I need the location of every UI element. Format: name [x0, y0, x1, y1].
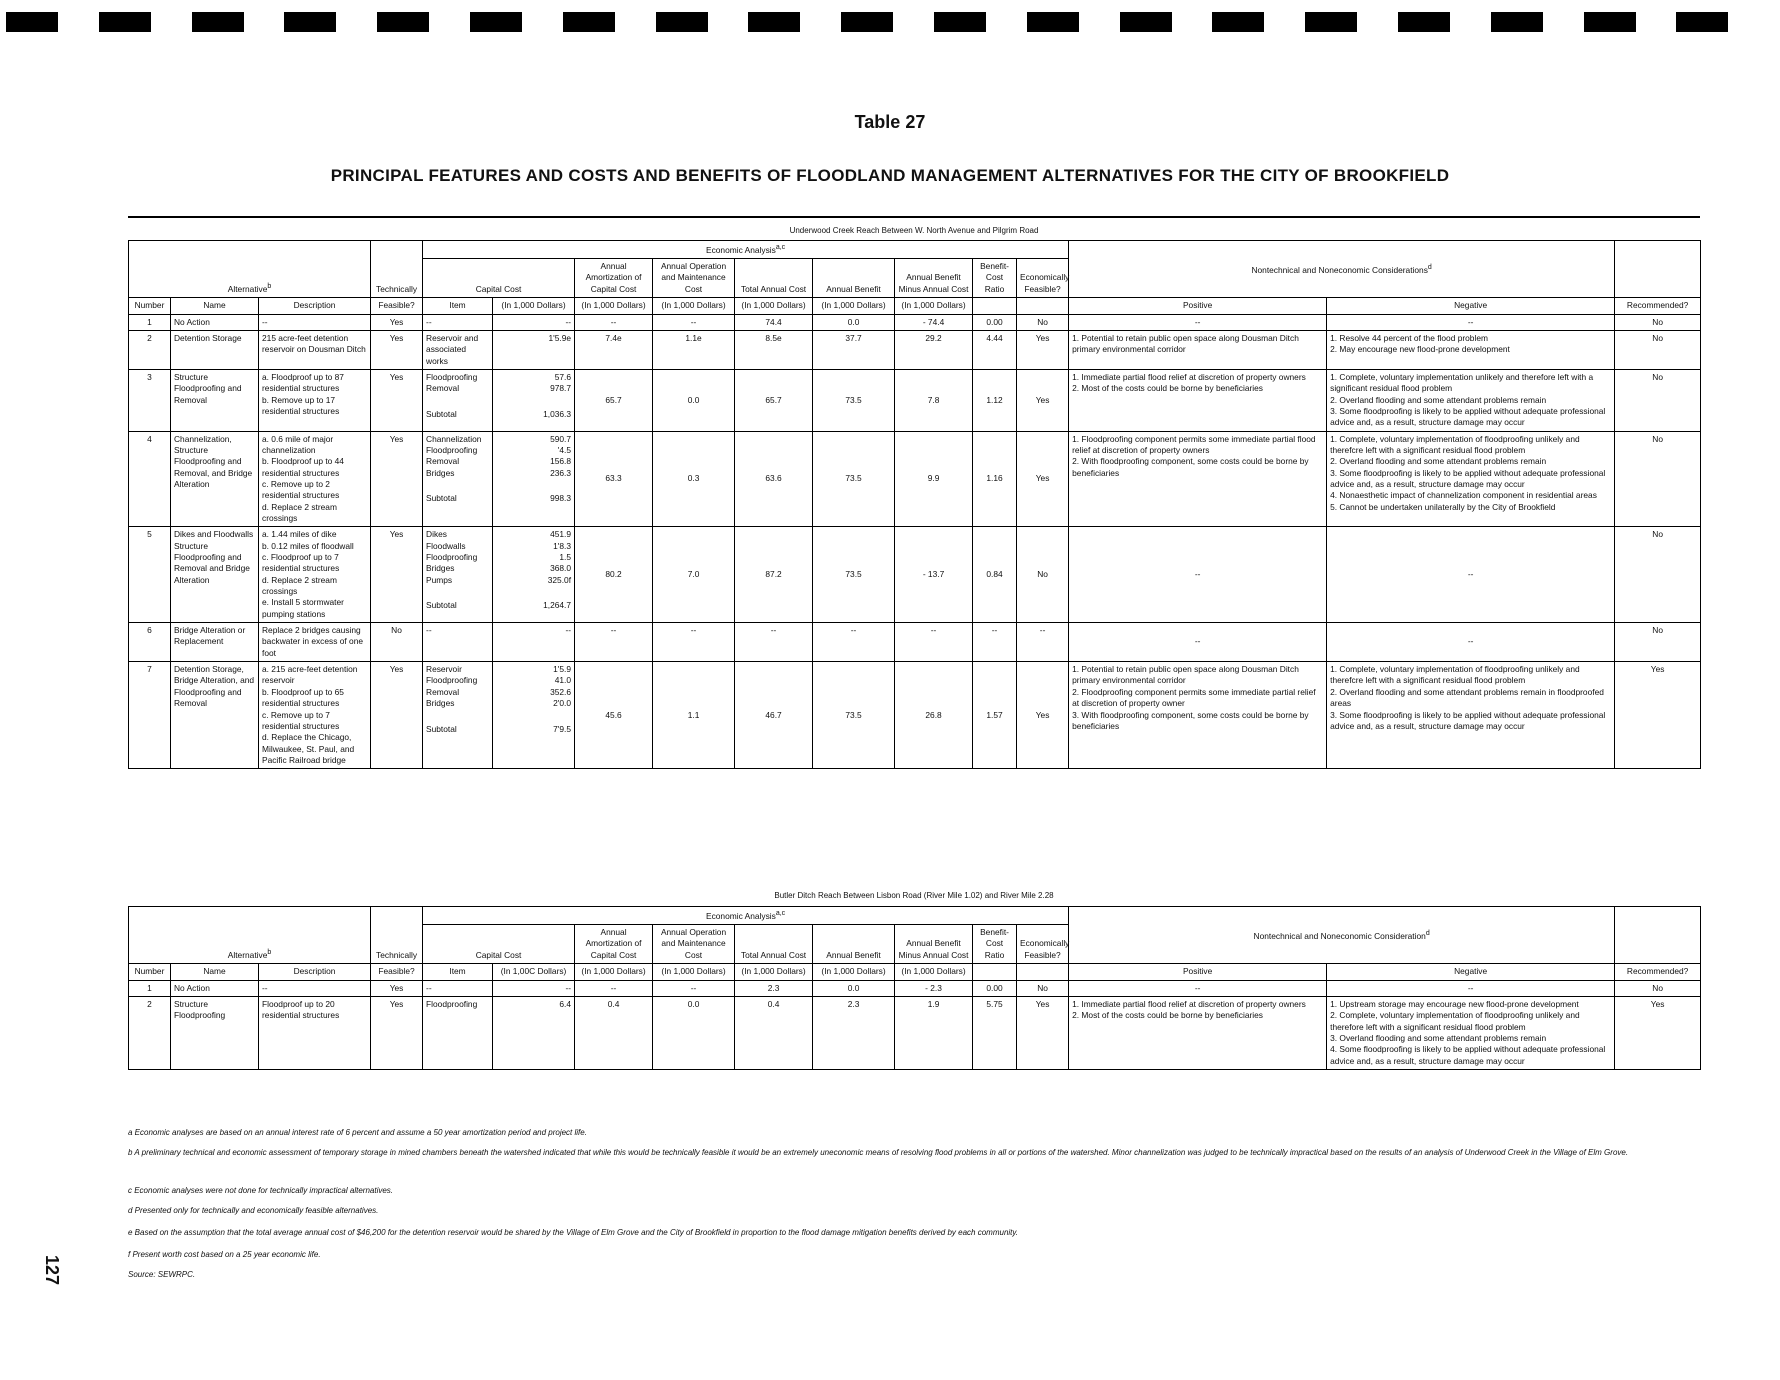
header-benefit-unit: (In 1,000 Dollars)	[813, 298, 895, 314]
benefit-minus-cost: 9.9	[895, 431, 973, 527]
benefit-minus-cost: --	[895, 623, 973, 662]
header-nontech: Nontechnical and Noneconomic Consideration$^d$	[1069, 907, 1615, 964]
binding-hole	[1398, 12, 1450, 32]
header-nontech: Nontechnical and Noneconomic Considerations$^d$	[1069, 241, 1615, 298]
bc-ratio: 1.57	[973, 662, 1017, 769]
row-number: 6	[129, 623, 171, 662]
alt-description: 215 acre-feet detention reservoir on Dousman Ditch	[259, 330, 371, 369]
alt-name: No Action	[171, 314, 259, 330]
alt-name: Structure Floodproofing and Removal	[171, 369, 259, 431]
header-positive: Positive	[1069, 964, 1327, 980]
alt-description: --	[259, 980, 371, 996]
header-total-unit: (In 1,000 Dollars)	[735, 964, 813, 980]
recommended: No	[1615, 431, 1701, 527]
cost-values: --	[493, 980, 575, 996]
tech-feasible: Yes	[371, 314, 423, 330]
table-subtitle: PRINCIPAL FEATURES AND COSTS AND BENEFITS OF FLOODLAND MANAGEMENT ALTERNATIVES FOR THE CITY OF BROOKFIELD	[330, 166, 1450, 185]
annual-amortization: --	[575, 314, 653, 330]
recommended: No	[1615, 980, 1701, 996]
annual-benefit: 2.3	[813, 996, 895, 1069]
table-row	[129, 314, 1701, 330]
table-row	[129, 369, 1701, 431]
reach1-table	[128, 240, 1701, 769]
annual-om: --	[653, 314, 735, 330]
positive-considerations: --	[1069, 980, 1327, 996]
benefit-minus-cost: 26.8	[895, 662, 973, 769]
alt-name: Detention Storage	[171, 330, 259, 369]
positive-considerations: 1. Immediate partial flood relief at discretion of property owners 2. Most of the costs could be borne by beneficiaries	[1069, 369, 1327, 431]
footnote-d: d Presented only for technically and economically feasible alternatives.	[128, 1206, 379, 1215]
row-number: 1	[129, 980, 171, 996]
header-negative: Negative	[1327, 298, 1615, 314]
annual-benefit: 73.5	[813, 369, 895, 431]
header-benefit-minus-cost: Annual Benefit Minus Annual Cost	[895, 925, 973, 964]
header-recommended: Recommended?	[1615, 298, 1701, 314]
alt-description: Floodproof up to 20 residential structures	[259, 996, 371, 1069]
negative-considerations: 1. Complete, voluntary implementation of floodproofing unlikely and therefcre left with a significant residual flood problem 2. Overland flooding and some attendant problems remain in floodproofed areas 3. Some floodproofing is likely to be applied without adequate professional advice and, as a result, structure damage may occur	[1327, 662, 1615, 769]
binding-hole	[1305, 12, 1357, 32]
annual-benefit: 37.7	[813, 330, 895, 369]
alt-description: a. Floodproof up to 87 residential structures b. Remove up to 17 residential structures	[259, 369, 371, 431]
cost-values: 1'5.9 41.0 352.6 2'0.0 7'9.5	[493, 662, 575, 769]
table-title: Table 27	[854, 112, 926, 132]
annual-benefit: 73.5	[813, 662, 895, 769]
alt-name: No Action	[171, 980, 259, 996]
alt-name: Structure Floodproofing	[171, 996, 259, 1069]
cost-values: --	[493, 314, 575, 330]
page-number: 127	[42, 1255, 62, 1286]
header-om: Annual Operation and Maintenance Cost	[653, 925, 735, 964]
alt-description: a. 215 acre-feet detention reservoir b. Floodproof up to 65 residential structures c. Remove up to 7 residential structures d. Replace the Chicago, Milwaukee, St. Paul, and Pacific Railroad bridge	[259, 662, 371, 769]
annual-benefit: --	[813, 623, 895, 662]
row-number: 4	[129, 431, 171, 527]
annual-om: 0.0	[653, 996, 735, 1069]
positive-considerations: 1. Potential to retain public open space along Dousman Ditch primary environmental corridor 2. Floodproofing component permits some immediate partial relief at discretion of property owner 3. With floodproofing component, some costs could be borne by beneficiaries	[1069, 662, 1327, 769]
header-econ-feasible: Economically Feasible?	[1017, 259, 1069, 298]
total-annual-cost: 2.3	[735, 980, 813, 996]
header-item: Item	[423, 964, 493, 980]
header-om-unit: (In 1,000 Dollars)	[653, 298, 735, 314]
benefit-minus-cost: - 74.4	[895, 314, 973, 330]
total-annual-cost: 8.5e	[735, 330, 813, 369]
table-row	[129, 980, 1701, 996]
bc-ratio: 0.84	[973, 527, 1017, 623]
positive-considerations: 1. Floodproofing component permits some immediate partial flood relief at discretion of property owners 2. With floodproofing component, some costs could be borne by beneficiaries	[1069, 431, 1327, 527]
benefit-minus-cost: 29.2	[895, 330, 973, 369]
row-number: 7	[129, 662, 171, 769]
cost-values: 451.9 1'8.3 1.5 368.0 325.0f 1,264.7	[493, 527, 575, 623]
negative-considerations: 1. Resolve 44 percent of the flood problem 2. May encourage new flood-prone development	[1327, 330, 1615, 369]
header-bcr-unit	[973, 298, 1017, 314]
annual-om: 1.1	[653, 662, 735, 769]
annual-om: 1.1e	[653, 330, 735, 369]
header-cost-unit: (In 1,00C Dollars)	[493, 964, 575, 980]
bc-ratio: 5.75	[973, 996, 1017, 1069]
annual-amortization: 7.4e	[575, 330, 653, 369]
total-annual-cost: --	[735, 623, 813, 662]
tech-feasible: Yes	[371, 527, 423, 623]
recommended: No	[1615, 314, 1701, 330]
cost-items: --	[423, 314, 493, 330]
positive-considerations: --	[1069, 527, 1327, 623]
alt-description: a. 0.6 mile of major channelization b. Floodproof up to 44 residential structures c. Remove up to 2 residential structures d. Replace 2 stream crossings	[259, 431, 371, 527]
header-alternative: Alternative$^b$	[129, 907, 371, 964]
table-row	[129, 662, 1701, 769]
header-amortization: Annual Amortization of Capital Cost	[575, 259, 653, 298]
cost-items: Floodproofing	[423, 996, 493, 1069]
table-row	[129, 527, 1701, 623]
bc-ratio: 4.44	[973, 330, 1017, 369]
header-description: Description	[259, 964, 371, 980]
table-row	[129, 623, 1701, 662]
binding-hole	[1027, 12, 1079, 32]
header-capital-cost: Capital Cost	[423, 925, 575, 964]
annual-amortization: --	[575, 623, 653, 662]
header-econ-feasible: Economically Feasible?	[1017, 925, 1069, 964]
header-economic-analysis: Economic Analysis$^{a,c}$	[423, 907, 1069, 925]
econ-feasible: Yes	[1017, 431, 1069, 527]
benefit-minus-cost: - 2.3	[895, 980, 973, 996]
alt-name: Bridge Alteration or Replacement	[171, 623, 259, 662]
cost-values: 590.7 '4.5 156.8 236.3 998.3	[493, 431, 575, 527]
tech-feasible: Yes	[371, 330, 423, 369]
binding-hole	[1491, 12, 1543, 32]
annual-benefit: 73.5	[813, 527, 895, 623]
header-bc-ratio: Benefit-Cost Ratio	[973, 259, 1017, 298]
alt-description: Replace 2 bridges causing backwater in excess of one foot	[259, 623, 371, 662]
cost-values: 6.4	[493, 996, 575, 1069]
recommended: Yes	[1615, 996, 1701, 1069]
annual-benefit: 0.0	[813, 980, 895, 996]
cost-items: --	[423, 623, 493, 662]
econ-feasible: Yes	[1017, 662, 1069, 769]
positive-considerations: 1. Potential to retain public open space along Dousman Ditch primary environmental corridor	[1069, 330, 1327, 369]
header-feasible: Feasible?	[371, 298, 423, 314]
bc-ratio: 1.12	[973, 369, 1017, 431]
cost-values: --	[493, 623, 575, 662]
row-number: 2	[129, 330, 171, 369]
total-annual-cost: 65.7	[735, 369, 813, 431]
negative-considerations: --	[1327, 623, 1615, 662]
positive-considerations: --	[1069, 623, 1327, 662]
binding-hole	[1676, 12, 1728, 32]
header-annual-benefit: Annual Benefit	[813, 925, 895, 964]
total-annual-cost: 46.7	[735, 662, 813, 769]
annual-amortization: 0.4	[575, 996, 653, 1069]
tech-feasible: No	[371, 623, 423, 662]
cost-values: 57.6 978.7 1,036.3	[493, 369, 575, 431]
reach2-table	[128, 906, 1701, 1070]
table-row	[129, 431, 1701, 527]
recommended: No	[1615, 623, 1701, 662]
title-rule	[128, 216, 1700, 218]
header-om-unit: (In 1,000 Dollars)	[653, 964, 735, 980]
alt-name: Channelization, Structure Floodproofing and Removal, and Bridge Alteration	[171, 431, 259, 527]
alt-name: Dikes and Floodwalls Structure Floodproofing and Removal and Bridge Alteration	[171, 527, 259, 623]
header-total-annual: Total Annual Cost	[735, 925, 813, 964]
reach1-title: Underwood Creek Reach Between W. North Avenue and Pilgrim Road	[789, 226, 1039, 235]
negative-considerations: --	[1327, 527, 1615, 623]
tech-feasible: Yes	[371, 369, 423, 431]
header-name: Name	[171, 964, 259, 980]
recommended: No	[1615, 527, 1701, 623]
econ-feasible: Yes	[1017, 369, 1069, 431]
benefit-minus-cost: 7.8	[895, 369, 973, 431]
annual-benefit: 0.0	[813, 314, 895, 330]
cost-items: Reservoir and associated works	[423, 330, 493, 369]
row-number: 1	[129, 314, 171, 330]
econ-feasible: Yes	[1017, 996, 1069, 1069]
bc-ratio: 0.00	[973, 980, 1017, 996]
tech-feasible: Yes	[371, 980, 423, 996]
recommended: No	[1615, 369, 1701, 431]
positive-considerations: --	[1069, 314, 1327, 330]
cost-values: 1'5.9e	[493, 330, 575, 369]
header-econ-unit	[1017, 298, 1069, 314]
footnote-a: a Economic analyses are based on an annual interest rate of 6 percent and assume a 50 year amortization period and project life.	[128, 1128, 587, 1137]
binding-hole	[377, 12, 429, 32]
header-number: Number	[129, 964, 171, 980]
benefit-minus-cost: 1.9	[895, 996, 973, 1069]
annual-om: 7.0	[653, 527, 735, 623]
header-bcr-unit	[973, 964, 1017, 980]
header-item: Item	[423, 298, 493, 314]
total-annual-cost: 63.6	[735, 431, 813, 527]
alt-description: a. 1.44 miles of dike b. 0.12 miles of floodwall c. Floodproof up to 7 residential structures d. Replace 2 stream crossings e. Install 5 stormwater pumping stations	[259, 527, 371, 623]
bc-ratio: 1.16	[973, 431, 1017, 527]
table-row	[129, 330, 1701, 369]
total-annual-cost: 87.2	[735, 527, 813, 623]
table-row	[129, 996, 1701, 1069]
row-number: 5	[129, 527, 171, 623]
benefit-minus-cost: - 13.7	[895, 527, 973, 623]
binding-hole	[656, 12, 708, 32]
tech-feasible: Yes	[371, 996, 423, 1069]
header-feasible: Feasible?	[371, 964, 423, 980]
econ-feasible: No	[1017, 527, 1069, 623]
cost-items: --	[423, 980, 493, 996]
annual-om: --	[653, 980, 735, 996]
binding-hole	[841, 12, 893, 32]
reach2-title: Butler Ditch Reach Between Lisbon Road (River Mile 1.02) and River Mile 2.28	[774, 891, 1054, 900]
annual-om: 0.0	[653, 369, 735, 431]
negative-considerations: --	[1327, 980, 1615, 996]
header-amort-unit: (In 1,000 Dollars)	[575, 298, 653, 314]
header-total-annual: Total Annual Cost	[735, 259, 813, 298]
header-bc-ratio: Benefit-Cost Ratio	[973, 925, 1017, 964]
annual-amortization: 80.2	[575, 527, 653, 623]
binding-hole	[934, 12, 986, 32]
alt-name: Detention Storage, Bridge Alteration, and Floodproofing and Removal	[171, 662, 259, 769]
binding-hole	[748, 12, 800, 32]
annual-amortization: --	[575, 980, 653, 996]
binding-hole	[99, 12, 151, 32]
total-annual-cost: 74.4	[735, 314, 813, 330]
header-alternative: Alternative$^b$	[129, 241, 371, 298]
econ-feasible: No	[1017, 980, 1069, 996]
binding-hole	[470, 12, 522, 32]
header-abm-unit: (In 1,000 Dollars)	[895, 298, 973, 314]
header-negative: Negative	[1327, 964, 1615, 980]
cost-items: Floodproofing Removal Subtotal	[423, 369, 493, 431]
header-econ-unit	[1017, 964, 1069, 980]
header-benefit-minus-cost: Annual Benefit Minus Annual Cost	[895, 259, 973, 298]
total-annual-cost: 0.4	[735, 996, 813, 1069]
footnote-e: e Based on the assumption that the total average annual cost of $46,200 for the detention reservoir would be shared by the Village of Elm Grove and the City of Brookfield in proportion to the flood damage mitigation benefits derived by each community.	[128, 1228, 1019, 1237]
annual-amortization: 65.7	[575, 369, 653, 431]
cost-items: Channelization Floodproofing Removal Bridges Subtotal	[423, 431, 493, 527]
recommended: Yes	[1615, 662, 1701, 769]
annual-amortization: 63.3	[575, 431, 653, 527]
recommended: No	[1615, 330, 1701, 369]
header-annual-benefit: Annual Benefit	[813, 259, 895, 298]
header-amortization: Annual Amortization of Capital Cost	[575, 925, 653, 964]
binding-hole	[192, 12, 244, 32]
binding-hole	[1584, 12, 1636, 32]
negative-considerations: 1. Complete, voluntary implementation unlikely and therefore left with a significant residual flood problem 2. Overland flooding and some attendant problems remain 3. Some floodproofing is likely to be applied without adequate professional advice and, as a result, structure damage may occur	[1327, 369, 1615, 431]
binding-hole	[6, 12, 58, 32]
negative-considerations: --	[1327, 314, 1615, 330]
cost-items: Reservoir Floodproofing Removal Bridges Subtotal	[423, 662, 493, 769]
alt-description: --	[259, 314, 371, 330]
annual-om: --	[653, 623, 735, 662]
footnote-c: c Economic analyses were not done for technically impractical alternatives.	[128, 1186, 394, 1195]
header-amort-unit: (In 1,000 Dollars)	[575, 964, 653, 980]
header-economic-analysis: Economic Analysis$^{a,c}$	[423, 241, 1069, 259]
annual-benefit: 73.5	[813, 431, 895, 527]
tech-feasible: Yes	[371, 662, 423, 769]
binding-hole	[1120, 12, 1172, 32]
econ-feasible: --	[1017, 623, 1069, 662]
source-note: Source: SEWRPC.	[128, 1270, 196, 1279]
binding-holes-bar	[0, 12, 1780, 32]
header-abm-unit: (In 1,000 Dollars)	[895, 964, 973, 980]
header-benefit-unit: (In 1,000 Dollars)	[813, 964, 895, 980]
binding-hole	[563, 12, 615, 32]
row-number: 3	[129, 369, 171, 431]
header-total-unit: (In 1,000 Dollars)	[735, 298, 813, 314]
header-rec-spacer	[1615, 241, 1701, 298]
header-technically: Technically	[371, 241, 423, 298]
binding-hole	[1212, 12, 1264, 32]
negative-considerations: 1. Complete, voluntary implementation of floodproofing unlikely and therefcre left with a significant residual flood problem 2. Overland flooding and some attendant problems remain 3. Some floodproofing is likely to be applied without adequate professional advice and, as a result, structure damage may occur 4. Nonaesthetic impact of channelization component in residential areas 5. Cannot be undertaken unilaterally by the City of Brookfield	[1327, 431, 1615, 527]
bc-ratio: --	[973, 623, 1017, 662]
header-description: Description	[259, 298, 371, 314]
header-number: Number	[129, 298, 171, 314]
annual-amortization: 45.6	[575, 662, 653, 769]
binding-hole	[284, 12, 336, 32]
header-name: Name	[171, 298, 259, 314]
bc-ratio: 0.00	[973, 314, 1017, 330]
positive-considerations: 1. Immediate partial flood relief at discretion of property owners 2. Most of the costs could be borne by beneficiaries	[1069, 996, 1327, 1069]
header-rec-spacer	[1615, 907, 1701, 964]
header-positive: Positive	[1069, 298, 1327, 314]
header-technically: Technically	[371, 907, 423, 964]
header-cost-unit: (In 1,000 Dollars)	[493, 298, 575, 314]
negative-considerations: 1. Upstream storage may encourage new flood-prone development 2. Complete, voluntary implementation of floodproofing unlikely and therefore left with a significant residual flood problem 3. Overland flooding and some attendant problems remain 4. Some floodproofing is likely to be applied without adequate professional advice and, as a result, structure damage may occur	[1327, 996, 1615, 1069]
cost-items: Dikes Floodwalls Floodproofing Bridges Pumps Subtotal	[423, 527, 493, 623]
header-capital-cost: Capital Cost	[423, 259, 575, 298]
row-number: 2	[129, 996, 171, 1069]
header-om: Annual Operation and Maintenance Cost	[653, 259, 735, 298]
econ-feasible: No	[1017, 314, 1069, 330]
footnote-f: f Present worth cost based on a 25 year economic life.	[128, 1250, 321, 1259]
tech-feasible: Yes	[371, 431, 423, 527]
econ-feasible: Yes	[1017, 330, 1069, 369]
footnote-b: b A preliminary technical and economic assessment of temporary storage in mined chambers beneath the watershed indicated that while this would be technically feasible it would be an extremely uneconomic means of resolving flood problems in all or portions of the watershed. Minor channelization was judged to be technically impractical based on the results of an analysis of Underwood Creek in the Village of Elm Grove.	[128, 1148, 1629, 1157]
annual-om: 0.3	[653, 431, 735, 527]
header-recommended: Recommended?	[1615, 964, 1701, 980]
